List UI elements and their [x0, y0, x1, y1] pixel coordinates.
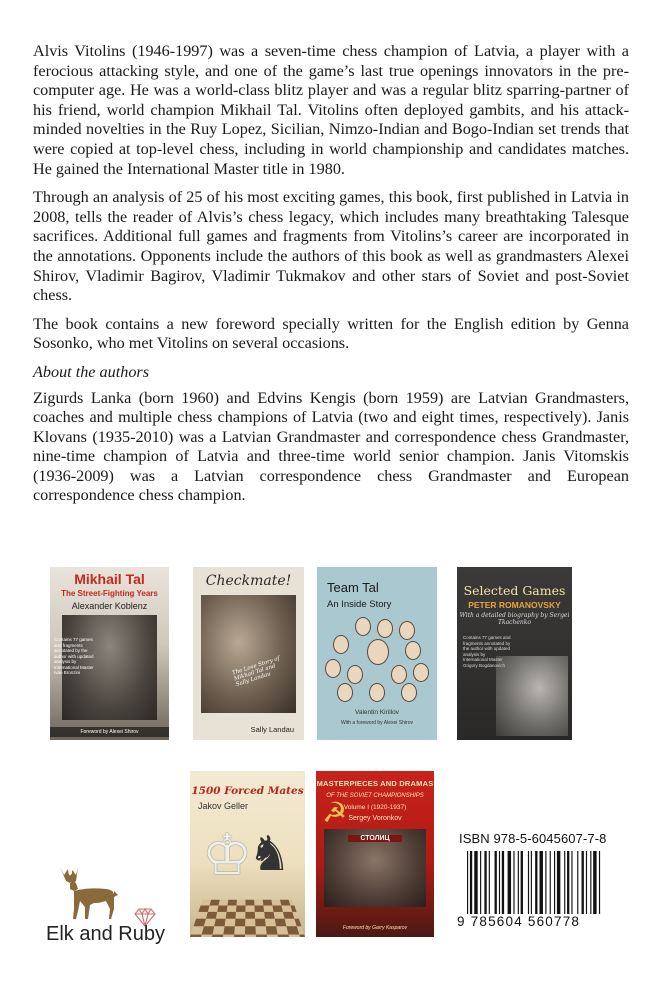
publisher-logo [40, 865, 180, 950]
barcode-bar [577, 851, 578, 921]
book-author: Sergey Voronkov [348, 815, 402, 822]
book-cover-checkmate[interactable] [193, 567, 304, 740]
barcode-bar [474, 851, 477, 921]
book-cover-selected-games[interactable] [457, 567, 572, 740]
barcode-bar [518, 851, 519, 921]
hall-sign: СТОЛИЦ [348, 835, 402, 842]
hammer-sickle-icon: ☭ [322, 797, 348, 828]
barcode-bar [480, 851, 481, 921]
chessboard-illustration [190, 900, 305, 937]
book-blurb: Contains 77 games and fragments annotated by the author with updated analysis by International Master Ivan Bronzini [54, 637, 94, 675]
barcode-bar [590, 851, 591, 921]
barcode-bar [599, 851, 600, 921]
cover-photo [496, 656, 568, 736]
book-cover-1500-forced-mates[interactable] [190, 771, 305, 937]
barcode-bar [540, 851, 543, 921]
barcode [467, 851, 629, 921]
barcode-bar [502, 851, 504, 921]
face-icon [337, 683, 353, 702]
face-icon [325, 659, 341, 678]
book-subtitle: The Love Story of Mikhail Tal and Sally Landau [231, 655, 281, 689]
face-icon [355, 617, 371, 636]
black-knight-icon: ♞ [247, 828, 291, 881]
barcode-bar [528, 851, 529, 921]
book-subtitle: An Inside Story [327, 599, 392, 610]
barcode-bar [582, 851, 584, 921]
barcode-bar [593, 851, 596, 921]
book-subtitle: The Street-Fighting Years [61, 589, 158, 598]
book-foreword: Foreword by Garry Kasparov [342, 925, 408, 931]
book-volume: Volume I (1920-1937) [343, 804, 407, 811]
barcode-bar [571, 851, 572, 921]
book-author: Jakov Geller [198, 801, 249, 811]
description-paragraph-3: The book contains a new foreword specially written for the English edition by Genna Sosonko, who met Vitolins on several occasions. [33, 314, 629, 353]
book-blurb: Contains 77 games and fragments annotated by the author with updated analysis by International Master Grigory Bogdanovich [463, 635, 511, 668]
barcode-bar [467, 851, 468, 921]
face-icon [391, 665, 407, 684]
barcode-digits: 9 785604 560778 [457, 914, 635, 929]
barcode-bar [550, 851, 551, 921]
face-icon [401, 683, 417, 702]
description-paragraph-2: Through an analysis of 25 of his most exciting games, this book, first published in Latvia in 2008, tells the reader of Alvis’s chess legacy, which includes many breathtaking Talesque sacrifices. Additional full games and fragments from Vitolins’s career are incorporated in the annotations. Opponents include the authors of this book as well as grandmasters Alexei Shirov, Vladimir Bagirov, Vladimir Tukmakov and other stars of Soviet and post-Soviet chess. [33, 188, 629, 305]
book-subtitle: With a detailed biography by Sergei Tkachenko [459, 612, 570, 626]
book-title: Team Tal [327, 580, 379, 595]
barcode-area [457, 831, 635, 935]
publisher-name: Elk and Ruby [46, 923, 165, 945]
back-cover-text [33, 42, 629, 515]
face-icon [413, 663, 429, 682]
book-author: Sally Landau [250, 725, 294, 734]
face-icon [367, 639, 389, 665]
face-icon [377, 619, 393, 638]
book-subtitle: OF THE SOVIET CHAMPIONSHIPS [326, 793, 424, 799]
about-authors-heading: About the authors [33, 362, 150, 381]
book-cover-team-tal[interactable] [317, 567, 437, 740]
face-icon [347, 665, 363, 684]
face-icon [333, 635, 349, 654]
barcode-bar [499, 851, 500, 921]
face-icon [399, 621, 415, 640]
book-title: 1500 Forced Mates [191, 785, 304, 797]
isbn-label: ISBN 978-5-6045607-7-8 [459, 831, 607, 846]
book-title: Selected Games [463, 583, 566, 598]
barcode-bar [508, 851, 511, 921]
book-author: PETER ROMANOVSKY [468, 600, 561, 610]
barcode-bar [489, 851, 490, 921]
barcode-bar [513, 851, 514, 921]
barcode-bar [535, 851, 537, 921]
barcode-bar [586, 851, 587, 921]
face-icon [405, 641, 421, 660]
barcode-bar [470, 851, 472, 921]
barcode-bar [554, 851, 555, 921]
barcode-bar [567, 851, 569, 921]
caricature-faces [325, 617, 429, 703]
description-paragraph-1: Alvis Vitolins (1946-1997) was a seven-time chess champion of Latvia, a player with a ferocious attacking style, and one of the game’s last true openings innovators in the pre-computer age. He was a world-class blitz player and was a regular blitz sparring-partner of his friend, world champion Mikhail Tal. Vitolins often deployed gambits, and his attack-minded novelties in the Ruy Lopez, Sicilian, Nimzo-Indian and Bogo-Indian set trends that were copied at top-level chess, including in world championship and candidates matches. He gained the International Master title in 1980. [33, 42, 629, 178]
white-king-icon: ♔ [202, 823, 253, 886]
barcode-bar [495, 851, 497, 921]
book-cover-masterpieces-and-dramas[interactable] [316, 771, 434, 937]
elk-icon [54, 865, 124, 921]
book-cover-mikhail-tal[interactable] [50, 567, 169, 740]
book-foreword: With a foreword by Alexei Shirov [341, 720, 413, 726]
barcode-bar [531, 851, 532, 921]
authors-paragraph: Zigurds Lanka (born 1960) and Edvins Kengis (born 1959) are Latvian Grandmasters, coaches and multiple chess champions of Latvia (two and eight times, respectively). Janis Klovans (1935-2010) was a Latvian Grandmaster and correspondence chess Grandmaster, nine-time champion of Latvia and three-time world senior champion. Janis Vitomskis (1936-2009) was a Latvian correspondence chess Grandmaster and European correspondence chess champion. [33, 388, 629, 505]
face-icon [369, 683, 385, 702]
barcode-bar [564, 851, 565, 921]
book-foreword: Foreword by Alexei Shirov [50, 727, 169, 737]
barcode-bar [545, 851, 546, 921]
barcode-bar [521, 851, 523, 921]
book-author: Valentin Kirillov [355, 709, 399, 716]
book-title: MASTERPIECES AND DRAMAS [316, 779, 434, 788]
book-title: Checkmate! [205, 573, 292, 589]
book-title: Mikhail Tal [74, 571, 145, 587]
barcode-bar [557, 851, 560, 921]
barcode-bar [484, 851, 486, 921]
book-author: Alexander Koblenz [71, 601, 148, 611]
